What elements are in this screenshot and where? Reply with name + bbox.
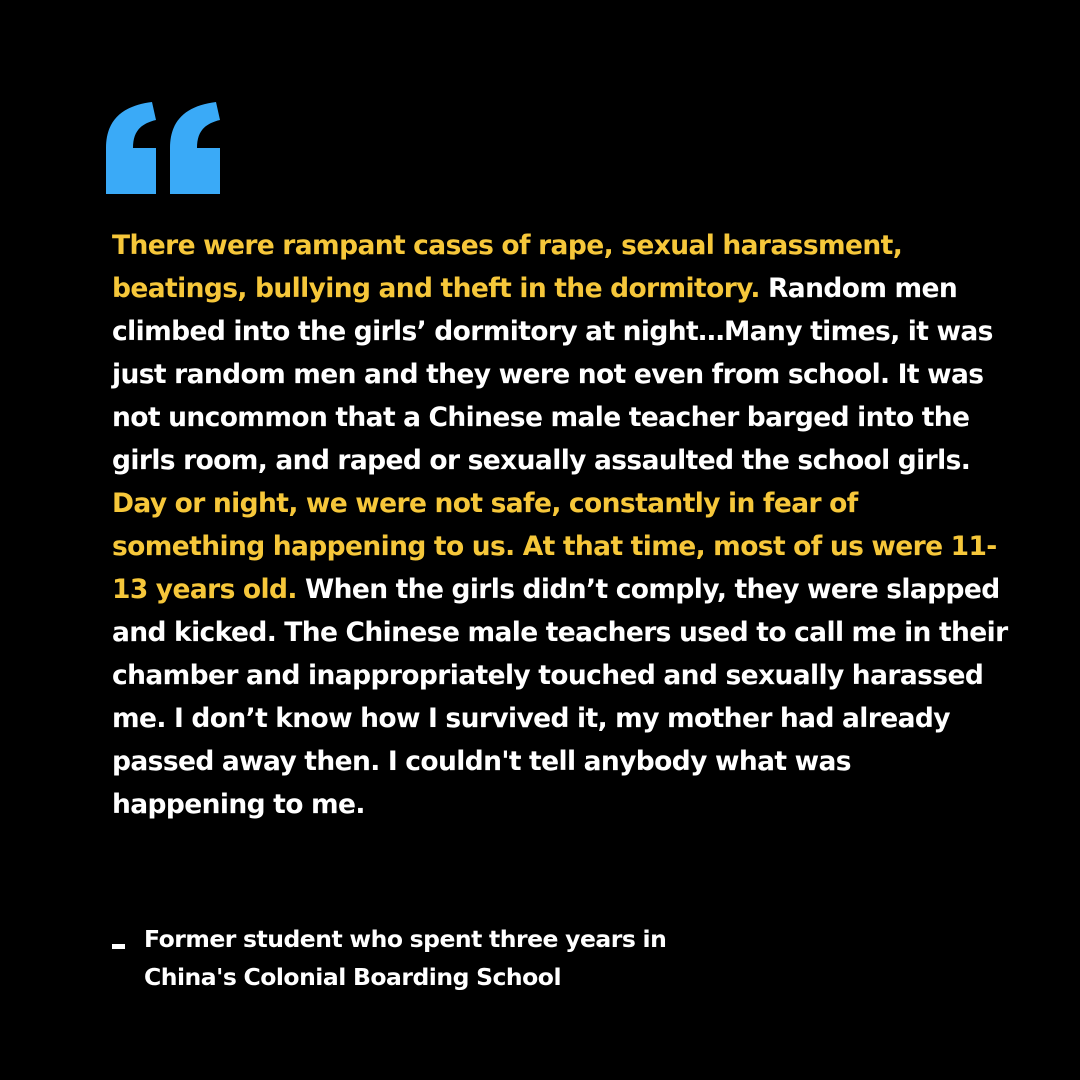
quote-text	[112, 224, 1012, 826]
quote-highlight-1: There were rampant cases of rape, sexual harassment, beatings, bullying and theft in the dormitory.	[112, 230, 903, 304]
quote-plain-2: When the girls didn’t comply, they were slapped and kicked. The Chinese male teachers used to call me in their chamber and inappropriately touched and sexually harassed me. I don’t know how I survived it, my mother had already passed away then. I couldn't tell anybody what was happening to me.	[112, 574, 1008, 820]
opening-quotation-mark-icon	[106, 102, 224, 194]
quote-highlight-2: Day or night, we were not safe, constantly in fear of something happening to us. At that time, most of us were 11-13 years old.	[112, 488, 997, 605]
attribution-line-2: China's Colonial Boarding School	[144, 963, 561, 991]
attribution-text	[144, 920, 666, 996]
attribution-dash	[112, 944, 125, 949]
quote-plain-1: Random men climbed into the girls’ dormitory at night…Many times, it was just random men and they were not even from school. It was not uncommon that a Chinese male teacher barged into the girls room, and raped or sexually assaulted the school girls.	[112, 273, 993, 476]
attribution-line-1: Former student who spent three years in	[144, 925, 667, 953]
